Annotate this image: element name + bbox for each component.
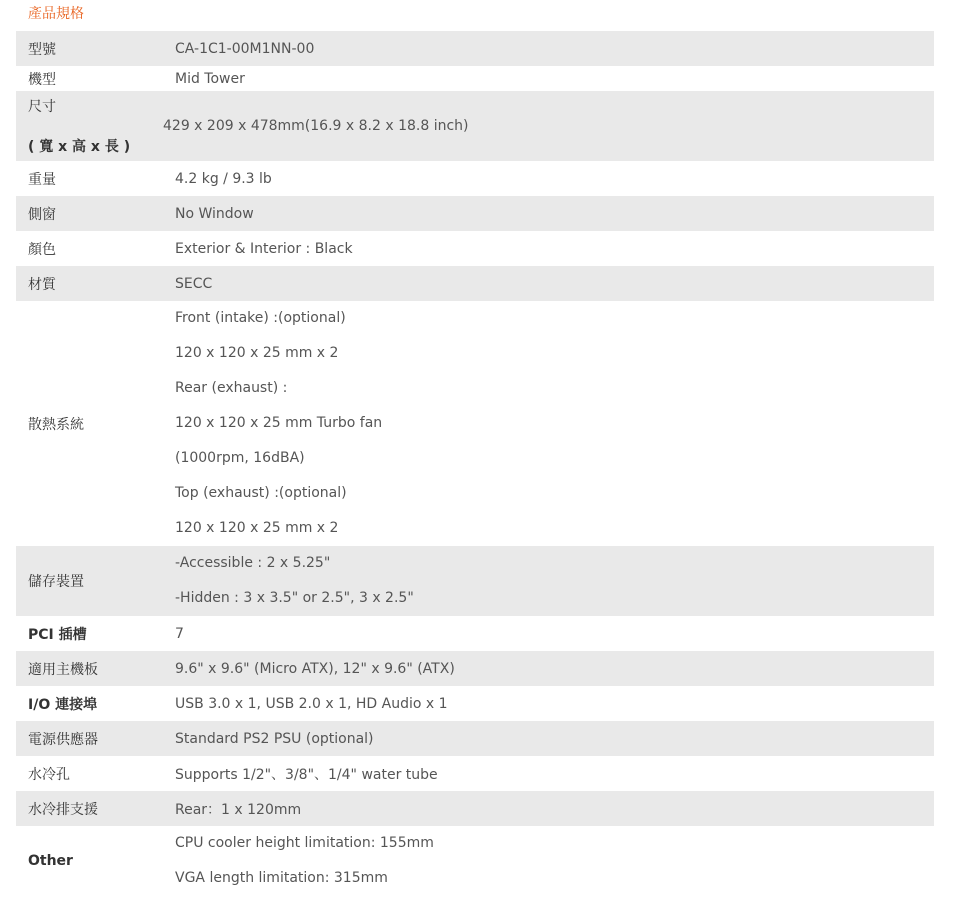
spec-value: No Window bbox=[175, 205, 254, 222]
spec-value: 9.6" x 9.6" (Micro ATX), 12" x 9.6" (ATX) bbox=[175, 660, 455, 677]
spec-value-line: VGA length limitation: 315mm bbox=[175, 870, 388, 886]
spec-label: 電源供應器 bbox=[28, 731, 98, 748]
section-title: 產品規格 bbox=[28, 6, 84, 22]
spec-value bbox=[175, 301, 934, 546]
spec-value-line: Top (exhaust) :(optional) bbox=[175, 485, 347, 501]
spec-value: Rear：1 x 120mm bbox=[175, 801, 302, 818]
spec-row-psu bbox=[16, 721, 934, 756]
spec-row-weight bbox=[16, 161, 934, 196]
spec-row-motherboard bbox=[16, 651, 934, 686]
spec-value: 4.2 kg / 9.3 lb bbox=[175, 170, 272, 187]
spec-value-line: 120 x 120 x 25 mm x 2 bbox=[175, 345, 339, 361]
spec-value bbox=[175, 546, 934, 616]
spec-value: Exterior & Interior : Black bbox=[175, 240, 353, 257]
spec-value: 7 bbox=[175, 625, 184, 642]
spec-row-cooling bbox=[16, 301, 934, 546]
spec-value-line: -Hidden : 3 x 3.5" or 2.5", 3 x 2.5" bbox=[175, 590, 414, 606]
spec-label: 適用主機板 bbox=[28, 661, 98, 678]
spec-value: SECC bbox=[175, 275, 213, 292]
spec-label: 散熱系統 bbox=[28, 416, 84, 433]
spec-value-line: Front (intake) :(optional) bbox=[175, 310, 346, 326]
spec-label-line: ( 寬 x 高 x 長 ) bbox=[28, 139, 131, 155]
spec-label: 水冷排支援 bbox=[28, 801, 98, 818]
spec-value-line: Rear (exhaust) : bbox=[175, 380, 288, 396]
spec-value: Standard PS2 PSU (optional) bbox=[175, 730, 374, 747]
spec-value: 429 x 209 x 478mm(16.9 x 8.2 x 18.8 inch) bbox=[163, 118, 469, 134]
spec-label: 型號 bbox=[28, 41, 56, 58]
spec-row-model bbox=[16, 31, 934, 66]
spec-label-line: 尺寸 bbox=[28, 99, 56, 115]
spec-label: 儲存裝置 bbox=[28, 574, 84, 590]
spec-value: Mid Tower bbox=[175, 70, 245, 87]
spec-row-side-window bbox=[16, 196, 934, 231]
spec-row-material bbox=[16, 266, 934, 301]
spec-value bbox=[175, 826, 934, 896]
spec-value: USB 3.0 x 1, USB 2.0 x 1, HD Audio x 1 bbox=[175, 695, 448, 712]
spec-value: Supports 1/2"、3/8"、1/4" water tube bbox=[175, 766, 438, 783]
spec-value: CA-1C1-00M1NN-00 bbox=[175, 40, 315, 57]
spec-label: 側窗 bbox=[28, 206, 56, 223]
spec-label: PCI 插槽 bbox=[28, 626, 87, 643]
spec-value-line: (1000rpm, 16dBA) bbox=[175, 450, 305, 466]
spec-row-water-hole bbox=[16, 756, 934, 791]
spec-value-line: CPU cooler height limitation: 155mm bbox=[175, 835, 434, 851]
spec-row-other bbox=[16, 826, 934, 896]
spec-value-line: 120 x 120 x 25 mm x 2 bbox=[175, 520, 339, 536]
spec-label: 顏色 bbox=[28, 241, 56, 258]
spec-label: 重量 bbox=[28, 171, 56, 188]
spec-row-type bbox=[16, 66, 934, 91]
spec-label: I/O 連接埠 bbox=[28, 696, 98, 713]
spec-label bbox=[16, 91, 163, 161]
spec-value-line: -Accessible : 2 x 5.25" bbox=[175, 555, 331, 571]
spec-label: Other bbox=[28, 853, 73, 869]
spec-table bbox=[16, 31, 934, 896]
spec-label: 機型 bbox=[28, 71, 56, 88]
spec-label: 材質 bbox=[28, 276, 56, 293]
spec-row-pci bbox=[16, 616, 934, 651]
spec-row-dimensions bbox=[16, 91, 934, 161]
spec-label: 水冷孔 bbox=[28, 766, 70, 783]
spec-row-storage bbox=[16, 546, 934, 616]
spec-row-radiator bbox=[16, 791, 934, 826]
spec-row-io bbox=[16, 686, 934, 721]
spec-row-color bbox=[16, 231, 934, 266]
spec-value-line: 120 x 120 x 25 mm Turbo fan bbox=[175, 415, 383, 431]
